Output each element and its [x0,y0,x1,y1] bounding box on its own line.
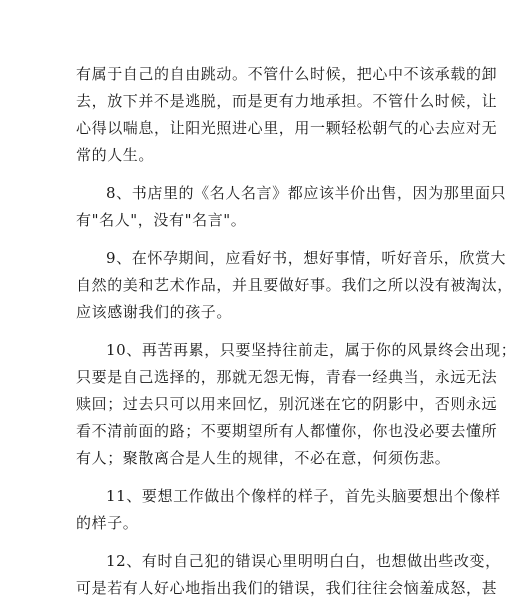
text-line: 常的人生。 [76,146,155,164]
text-line: 去，放下并不是逃脱，而是更有力地承担。不管什么时候，让 [76,92,498,110]
paragraph [76,548,501,602]
text-line: 有人；聚散离合是人生的规律，不必在意，何须伤悲。 [76,449,451,467]
document-body [76,61,516,602]
text-line: 8、书店里的《名人名言》都应该半价出售，因为那里面只 [106,184,507,202]
text-line: 12、有时自己犯的错误心里明明白白，也想做出些改变， [106,552,501,570]
text-line: 11、要想工作做出个像样的样子，首先头脑要想出个像样 [106,487,501,505]
text-line: 有"名人"，没有"名言"。 [76,211,247,229]
text-line: 看不清前面的路；不要期望所有人都懂你，你也没必要去懂所 [76,422,498,440]
paragraph [76,61,498,169]
text-line: 9、在怀孕期间，应看好书，想好事情，听好音乐，欣赏大 [106,249,507,267]
text-line: 10、再苦再累，只要坚持往前走，属于你的风景终会出现； [106,341,516,359]
text-line: 可是若有人好心地指出我们的错误，我们往往会恼羞成怒，甚 [76,579,498,597]
text-line: 赎回；过去只可以用来回忆，别沉迷在它的阴影中，否则永远 [76,395,498,413]
text-line: 应该感谢我们的孩子。 [76,303,233,321]
text-line: 心得以喘息，让阳光照进心里，用一颗轻松朝气的心去应对无 [76,119,498,137]
text-line: 有属于自己的自由跳动。不管什么时候，把心中不该承载的卸 [76,65,498,83]
text-line: 只要是自己选择的，那就无怨无悔，青春一经典当，永远无法 [76,368,498,386]
paragraph [76,245,513,326]
paragraph [76,483,501,537]
paragraph [76,180,507,234]
text-line: 自然的美和艺术作品，并且要做好事。我们之所以没有被淘汰， [76,276,513,294]
paragraph [76,337,516,472]
text-line: 的样子。 [76,514,139,532]
